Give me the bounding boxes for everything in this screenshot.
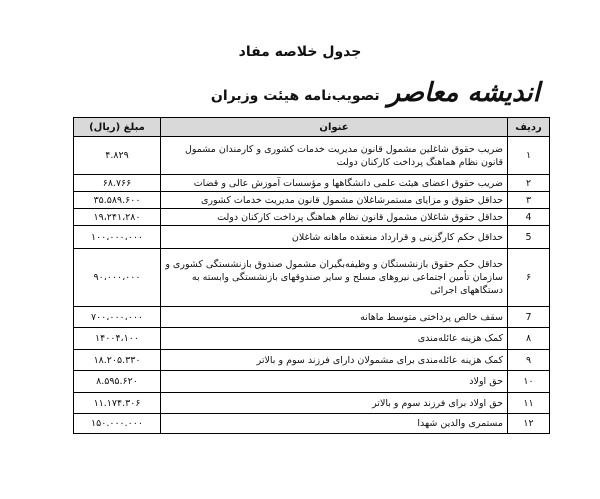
row-number: ۸	[508, 328, 550, 350]
row-title: مستمری والدین شهدا	[161, 414, 508, 434]
row-title: حق اولاد برای فرزند سوم و بالاتر	[161, 393, 508, 414]
row-amount: ۱۹،۲۴۱،۲۸۰	[74, 209, 161, 226]
row-title: کمک هزینه عائله‌مندی برای مشمولان دارای فرزند سوم و بالاتر	[161, 350, 508, 371]
document-header	[0, 0, 600, 112]
row-title: حداقل حکم حقوق بازنشستگان و وظیفه‌بگیران مشمول صندوق بازنشستگی کشوری و سازمان تأمین اجتماعی نیروهای مسلح و سایر صندوقهای بازنشستگی وابسته به دستگاههای اجرائی	[161, 249, 508, 307]
row-number: ۱۱	[508, 393, 550, 414]
row-amount: ۹۰،۰۰۰،۰۰۰	[74, 249, 161, 307]
table-row	[74, 137, 550, 175]
column-header-title: عنوان	[161, 118, 508, 137]
table-row	[74, 371, 550, 393]
row-number: ۱	[508, 137, 550, 175]
column-header-amount: مبلغ (ریال)	[74, 118, 161, 137]
row-title: ضریب حقوق اعضای هیئت علمی دانشگاهها و مؤسسات آموزش عالی و قضات	[161, 175, 508, 192]
row-title: حداقل حکم کارگزینی و قرارداد منعقده ماهانه شاغلان	[161, 226, 508, 249]
row-title: حق اولاد	[161, 371, 508, 393]
brand-row	[210, 74, 540, 108]
column-header-number: ردیف	[508, 118, 550, 137]
table-row	[74, 175, 550, 192]
row-number: ۱۲	[508, 414, 550, 434]
row-title: سقف خالص پرداختی متوسط ماهانه	[161, 307, 508, 328]
table-row	[74, 249, 550, 307]
table-row	[74, 192, 550, 209]
table-row	[74, 414, 550, 434]
row-title: حداقل حقوق شاغلان مشمول قانون نظام هماهنگ پرداخت کارکنان دولت	[161, 209, 508, 226]
row-amount: ۴.۸۲۹	[74, 137, 161, 175]
table-header-row	[74, 118, 550, 137]
row-amount: ۱۰۰،۰۰۰،۰۰۰	[74, 226, 161, 249]
row-number: ۶	[508, 249, 550, 307]
subtitle: جدول خلاصه مفاد	[238, 44, 362, 60]
table-row	[74, 226, 550, 249]
table-row	[74, 307, 550, 328]
table-row	[74, 350, 550, 371]
row-title: کمک هزینه عائله‌مندی	[161, 328, 508, 350]
row-amount: ۱۴۰۰۴،۱۰۰	[74, 328, 161, 350]
row-amount: ۱۸.۲۰۵.۳۳۰	[74, 350, 161, 371]
row-number: 4	[508, 209, 550, 226]
row-number: 5	[508, 226, 550, 249]
row-amount: ۶۸.۷۶۶	[74, 175, 161, 192]
decree-caption: تصویب‌نامه هیئت وزیران	[210, 88, 380, 104]
brand-logo-text: اندیشه معاصر	[387, 78, 540, 108]
summary-table	[73, 117, 550, 434]
row-number: ۱۰	[508, 371, 550, 393]
row-amount: ۱۱.۱۷۴.۳۰۶	[74, 393, 161, 414]
row-amount: ۸.۵۹۵.۶۲۰	[74, 371, 161, 393]
row-amount: ۱۵۰.۰۰۰.۰۰۰	[74, 414, 161, 434]
row-number: ۹	[508, 350, 550, 371]
row-title: حداقل حقوق و مزایای مستمرشاغلان مشمول قانون مدیریت خدمات کشوری	[161, 192, 508, 209]
row-number: ۲	[508, 175, 550, 192]
table-row	[74, 393, 550, 414]
row-number: 7	[508, 307, 550, 328]
row-number: ۳	[508, 192, 550, 209]
row-amount: ۷۰۰،۰۰۰،۰۰۰	[74, 307, 161, 328]
table-row	[74, 209, 550, 226]
row-amount: ۳۵.۵۸۹.۶۰۰	[74, 192, 161, 209]
table-row	[74, 328, 550, 350]
row-title: ضریب حقوق شاغلین مشمول قانون مدیریت خدمات کشوری و کارمندان مشمول قانون نظام هماهنگ پرداخت کارکنان دولت	[161, 137, 508, 175]
